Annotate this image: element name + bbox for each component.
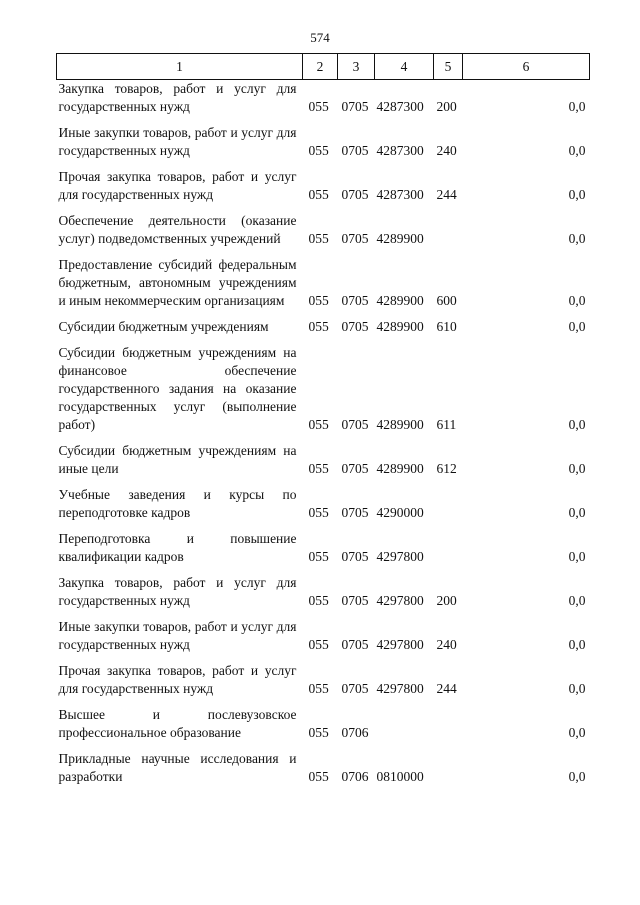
row-spacer-cell [57,204,590,212]
row-spacer [57,204,590,212]
cell-section: 0705 [341,293,369,308]
row-spacer-cell [57,336,590,344]
cell-expense-type: 244 [436,187,457,202]
table-row [57,662,590,698]
cell-target: 4297800 [376,593,424,608]
cell-amount: 0,0 [568,681,586,696]
cell-target: 4297800 [376,549,424,564]
cell-expense-type: 200 [436,99,457,114]
cell-target: 4287300 [376,187,424,202]
row-spacer [57,336,590,344]
row-spacer [57,742,590,750]
row-spacer-cell [57,698,590,706]
cell-section: 0705 [341,549,369,564]
row-spacer-cell [57,566,590,574]
table-header-row [57,54,590,80]
cell-amount: 0,0 [568,417,586,432]
cell-grbs: 055 [308,505,329,520]
cell-section: 0706 [341,725,369,740]
cell-section: 0705 [341,187,369,202]
cell-amount: 0,0 [568,293,586,308]
cell-target: 4289900 [376,293,424,308]
cell-expense-type: 244 [436,681,457,696]
cell-section: 0705 [341,99,369,114]
cell-amount: 0,0 [568,769,586,784]
row-spacer-cell [57,742,590,750]
cell-grbs: 055 [308,637,329,652]
row-spacer-cell [57,160,590,168]
cell-target: 4290000 [376,505,424,520]
cell-grbs: 055 [308,231,329,246]
row-spacer [57,160,590,168]
row-spacer [57,566,590,574]
cell-target: 4289900 [376,319,424,334]
cell-amount: 0,0 [568,461,586,476]
cell-grbs: 055 [308,593,329,608]
table-row [57,124,590,160]
row-spacer-cell [57,610,590,618]
column-header-target: 4 [375,54,434,80]
cell-amount: 0,0 [568,549,586,564]
cell-amount: 0,0 [568,319,586,334]
table-row [57,574,590,610]
column-header-grbs: 2 [303,54,338,80]
cell-grbs: 055 [308,187,329,202]
cell-expense-type: 611 [436,417,457,432]
cell-name: Субсидии бюджетным учреждениям [58,319,269,334]
cell-grbs: 055 [308,417,329,432]
row-spacer [57,610,590,618]
cell-expense-type: 240 [436,143,457,158]
cell-section: 0706 [341,769,369,784]
cell-target: 0810000 [376,769,424,784]
page-number: 574 [310,30,330,45]
cell-amount: 0,0 [568,593,586,608]
row-spacer [57,116,590,124]
cell-name: Предоставление субсидий федеральным бюджетным, автономным учреждениям и иным некоммерческим организациям [58,257,297,308]
cell-grbs: 055 [308,143,329,158]
table-row [57,344,590,434]
cell-grbs: 055 [308,461,329,476]
row-spacer [57,522,590,530]
table-row [57,706,590,742]
cell-name: Обеспечение деятельности (оказание услуг) подведомственных учреждений [58,213,297,246]
table-row [57,750,590,786]
cell-expense-type: 600 [436,293,457,308]
cell-expense-type: 610 [436,319,457,334]
cell-name: Прочая закупка товаров, работ и услуг для государственных нужд [58,169,297,202]
cell-expense-type [434,486,463,522]
cell-name: Субсидии бюджетным учреждениям на финансовое обеспечение государственного задания на оказание государственных услуг (выполнение работ) [58,345,297,432]
table-row [57,318,590,336]
cell-amount: 0,0 [568,187,586,202]
row-spacer [57,310,590,318]
cell-grbs: 055 [308,99,329,114]
table-row [57,212,590,248]
cell-name: Закупка товаров, работ и услуг для государственных нужд [58,81,297,114]
row-spacer [57,698,590,706]
table-row [57,80,590,117]
cell-grbs: 055 [308,319,329,334]
cell-section: 0705 [341,231,369,246]
cell-name: Закупка товаров, работ и услуг для государственных нужд [58,575,297,608]
cell-name: Высшее и послевузовское профессиональное образование [58,707,297,740]
cell-section: 0705 [341,319,369,334]
table-row [57,618,590,654]
row-spacer-cell [57,654,590,662]
cell-grbs: 055 [308,769,329,784]
cell-name: Прочая закупка товаров, работ и услуг для государственных нужд [58,663,297,696]
row-spacer [57,434,590,442]
cell-amount: 0,0 [568,637,586,652]
row-spacer [57,654,590,662]
table-row [57,168,590,204]
cell-expense-type [434,706,463,742]
row-spacer-cell [57,310,590,318]
cell-expense-type: 612 [436,461,457,476]
cell-target [375,706,434,742]
cell-section: 0705 [341,461,369,476]
row-spacer-cell [57,478,590,486]
table-row [57,256,590,310]
cell-name: Переподготовка и повышение квалификации кадров [58,531,297,564]
row-spacer-cell [57,248,590,256]
row-spacer [57,478,590,486]
cell-amount: 0,0 [568,725,586,740]
cell-grbs: 055 [308,293,329,308]
cell-expense-type: 240 [436,637,457,652]
cell-grbs: 055 [308,725,329,740]
cell-section: 0705 [341,593,369,608]
cell-expense-type [434,212,463,248]
cell-section: 0705 [341,143,369,158]
cell-expense-type [434,530,463,566]
row-spacer-cell [57,116,590,124]
cell-grbs: 055 [308,681,329,696]
cell-amount: 0,0 [568,505,586,520]
table-row [57,530,590,566]
cell-amount: 0,0 [568,143,586,158]
cell-target: 4287300 [376,99,424,114]
cell-amount: 0,0 [568,231,586,246]
table-row [57,486,590,522]
cell-name: Учебные заведения и курсы по переподготовке кадров [58,487,297,520]
cell-name: Иные закупки товаров, работ и услуг для государственных нужд [58,619,297,652]
cell-amount: 0,0 [568,99,586,114]
cell-expense-type: 200 [436,593,457,608]
budget-table [56,53,590,786]
row-spacer [57,248,590,256]
table-row [57,442,590,478]
cell-target: 4287300 [376,143,424,158]
cell-expense-type [434,750,463,786]
row-spacer-cell [57,522,590,530]
cell-name: Прикладные научные исследования и разработки [58,751,297,784]
cell-name: Иные закупки товаров, работ и услуг для государственных нужд [58,125,297,158]
column-header-amount: 6 [463,54,590,80]
cell-section: 0705 [341,417,369,432]
column-header-expense-type: 5 [434,54,463,80]
cell-section: 0705 [341,637,369,652]
cell-target: 4297800 [376,681,424,696]
cell-target: 4289900 [376,231,424,246]
cell-target: 4289900 [376,417,424,432]
cell-name: Субсидии бюджетным учреждениям на иные цели [58,443,297,476]
cell-target: 4289900 [376,461,424,476]
row-spacer-cell [57,434,590,442]
cell-section: 0705 [341,505,369,520]
cell-section: 0705 [341,681,369,696]
table-body [57,80,590,787]
cell-grbs: 055 [308,549,329,564]
cell-target: 4297800 [376,637,424,652]
column-header-name: 1 [57,54,303,80]
column-header-section: 3 [338,54,375,80]
